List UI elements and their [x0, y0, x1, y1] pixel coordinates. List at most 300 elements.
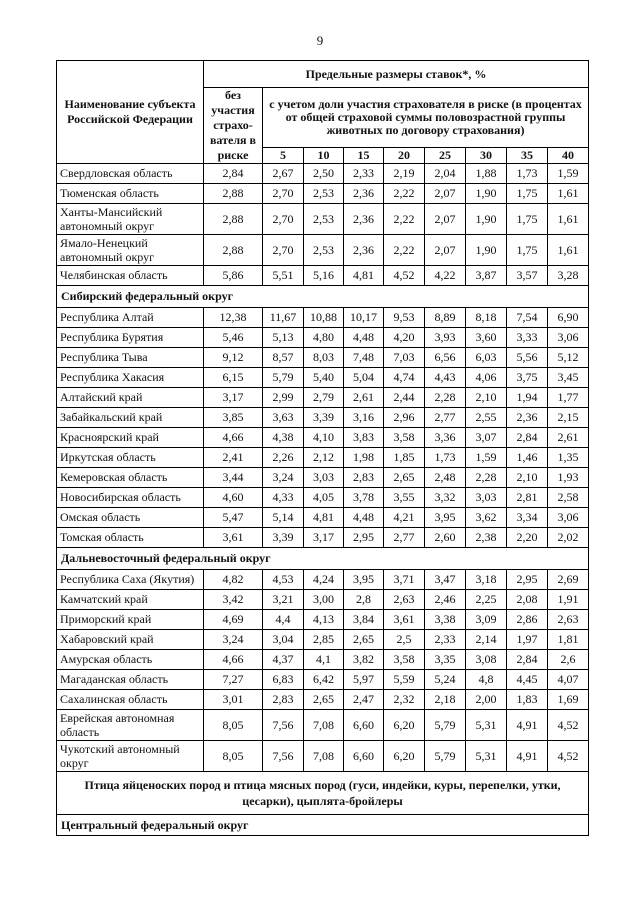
rate-with-share: 3,58 [384, 650, 425, 670]
rate-with-share: 6,20 [384, 741, 425, 772]
rate-with-share: 4,07 [548, 670, 589, 690]
rate-with-share: 3,58 [384, 428, 425, 448]
rate-with-share: 1,75 [507, 235, 548, 266]
rate-with-share: 3,71 [384, 570, 425, 590]
rate-with-share: 4,91 [507, 741, 548, 772]
rate-with-share: 3,38 [425, 610, 466, 630]
rate-with-share: 2,79 [304, 388, 344, 408]
rate-with-share: 3,82 [344, 650, 384, 670]
rate-with-share: 2,70 [263, 204, 304, 235]
rate-with-share: 2,77 [384, 528, 425, 548]
rate-no-share: 2,88 [204, 184, 263, 204]
rate-with-share: 4,53 [263, 570, 304, 590]
federal-district-row [57, 548, 589, 570]
share-level-header: 5 [263, 148, 304, 164]
rate-with-share: 2,83 [344, 468, 384, 488]
rate-with-share: 2,07 [425, 184, 466, 204]
rate-with-share: 4,4 [263, 610, 304, 630]
region-name: Ямало-Ненецкий автономный округ [57, 235, 204, 266]
rate-with-share: 1,85 [384, 448, 425, 468]
rate-with-share: 1,69 [548, 690, 589, 710]
table-row [57, 164, 589, 184]
rate-with-share: 10,88 [304, 308, 344, 328]
rate-with-share: 5,40 [304, 368, 344, 388]
rate-with-share: 3,16 [344, 408, 384, 428]
rate-with-share: 2,67 [263, 164, 304, 184]
rate-no-share: 4,82 [204, 570, 263, 590]
rate-with-share: 2,58 [548, 488, 589, 508]
rate-with-share: 3,95 [425, 508, 466, 528]
rate-with-share: 10,17 [344, 308, 384, 328]
rate-with-share: 3,63 [263, 408, 304, 428]
rate-with-share: 3,39 [304, 408, 344, 428]
table-row [57, 710, 589, 741]
rate-with-share: 1,61 [548, 235, 589, 266]
rate-with-share: 2,44 [384, 388, 425, 408]
rate-with-share: 2,77 [425, 408, 466, 428]
rate-with-share: 3,83 [344, 428, 384, 448]
region-name: Республика Алтай [57, 308, 204, 328]
table-row [57, 235, 589, 266]
rate-with-share: 4,81 [304, 508, 344, 528]
share-level-header: 15 [344, 148, 384, 164]
rate-with-share: 2,36 [344, 184, 384, 204]
rate-with-share: 3,60 [466, 328, 507, 348]
federal-district-row [57, 815, 589, 836]
rate-with-share: 2,33 [344, 164, 384, 184]
federal-district-title: Центральный федеральный округ [57, 815, 589, 836]
rate-no-share: 3,24 [204, 630, 263, 650]
rate-with-share: 2,95 [507, 570, 548, 590]
region-name: Республика Бурятия [57, 328, 204, 348]
rate-no-share: 5,86 [204, 266, 263, 286]
rate-no-share: 3,85 [204, 408, 263, 428]
rate-with-share: 2,53 [304, 184, 344, 204]
rate-no-share: 4,66 [204, 650, 263, 670]
rate-with-share: 1,35 [548, 448, 589, 468]
rate-with-share: 1,61 [548, 184, 589, 204]
rate-with-share: 1,90 [466, 184, 507, 204]
rate-with-share: 1,77 [548, 388, 589, 408]
table-row [57, 468, 589, 488]
rate-with-share: 3,24 [263, 468, 304, 488]
rate-with-share: 6,03 [466, 348, 507, 368]
rate-with-share: 1,75 [507, 184, 548, 204]
table-row [57, 610, 589, 630]
rate-with-share: 2,22 [384, 204, 425, 235]
rate-with-share: 4,52 [548, 741, 589, 772]
table-row [57, 650, 589, 670]
rate-with-share: 4,80 [304, 328, 344, 348]
rate-no-share: 12,38 [204, 308, 263, 328]
rate-with-share: 1,83 [507, 690, 548, 710]
rate-no-share: 3,44 [204, 468, 263, 488]
animal-category-title: Птица яйценоских пород и птица мясных пород (гуси, индейки, куры, перепелки, утки, цесарки), цыплята-бройлеры [57, 772, 589, 815]
rate-with-share: 4,38 [263, 428, 304, 448]
region-name: Амурская область [57, 650, 204, 670]
region-name: Новосибирская область [57, 488, 204, 508]
rate-with-share: 4,06 [466, 368, 507, 388]
rate-with-share: 4,24 [304, 570, 344, 590]
rate-with-share: 4,48 [344, 508, 384, 528]
rate-with-share: 3,08 [466, 650, 507, 670]
rate-with-share: 3,75 [507, 368, 548, 388]
rate-with-share: 8,89 [425, 308, 466, 328]
region-name: Кемеровская область [57, 468, 204, 488]
rate-with-share: 2,84 [507, 428, 548, 448]
rate-with-share: 2,10 [466, 388, 507, 408]
rate-with-share: 5,79 [425, 710, 466, 741]
rate-with-share: 6,42 [304, 670, 344, 690]
rate-with-share: 4,37 [263, 650, 304, 670]
no-share-header: без участия страхо-вателя в риске [204, 88, 263, 164]
rate-with-share: 5,97 [344, 670, 384, 690]
rate-with-share: 3,03 [304, 468, 344, 488]
rate-with-share: 3,87 [466, 266, 507, 286]
rate-with-share: 1,59 [466, 448, 507, 468]
rate-with-share: 3,06 [548, 328, 589, 348]
rate-with-share: 2,65 [344, 630, 384, 650]
rate-with-share: 6,60 [344, 741, 384, 772]
share-level-header: 30 [466, 148, 507, 164]
region-name: Красноярский край [57, 428, 204, 448]
rate-with-share: 3,95 [344, 570, 384, 590]
rate-with-share: 2,65 [384, 468, 425, 488]
rate-with-share: 7,08 [304, 710, 344, 741]
table-row [57, 670, 589, 690]
rate-no-share: 6,15 [204, 368, 263, 388]
rate-with-share: 4,05 [304, 488, 344, 508]
rate-with-share: 7,56 [263, 741, 304, 772]
rate-with-share: 3,33 [507, 328, 548, 348]
rate-with-share: 4,1 [304, 650, 344, 670]
rate-with-share: 3,00 [304, 590, 344, 610]
table-row [57, 690, 589, 710]
rate-no-share: 4,66 [204, 428, 263, 448]
federal-district-row [57, 286, 589, 308]
rate-with-share: 5,59 [384, 670, 425, 690]
rate-with-share: 5,31 [466, 741, 507, 772]
rate-with-share: 4,81 [344, 266, 384, 286]
rate-with-share: 2,86 [507, 610, 548, 630]
rate-with-share: 4,33 [263, 488, 304, 508]
rate-with-share: 4,20 [384, 328, 425, 348]
table-row [57, 428, 589, 448]
rate-with-share: 2,48 [425, 468, 466, 488]
rate-no-share: 2,88 [204, 235, 263, 266]
rate-with-share: 4,91 [507, 710, 548, 741]
region-name: Республика Саха (Якутия) [57, 570, 204, 590]
rate-with-share: 11,67 [263, 308, 304, 328]
rate-no-share: 5,46 [204, 328, 263, 348]
rate-no-share: 3,42 [204, 590, 263, 610]
rate-with-share: 3,32 [425, 488, 466, 508]
rate-with-share: 2,07 [425, 235, 466, 266]
rate-with-share: 1,97 [507, 630, 548, 650]
region-name: Магаданская область [57, 670, 204, 690]
rate-with-share: 2,36 [507, 408, 548, 428]
rate-with-share: 2,53 [304, 204, 344, 235]
region-name: Ханты-Мансийский автономный округ [57, 204, 204, 235]
table-row [57, 328, 589, 348]
table-row [57, 741, 589, 772]
rate-with-share: 5,79 [263, 368, 304, 388]
rate-with-share: 2,84 [507, 650, 548, 670]
table-row [57, 308, 589, 328]
rate-with-share: 1,73 [425, 448, 466, 468]
rate-with-share: 2,63 [384, 590, 425, 610]
rate-with-share: 2,15 [548, 408, 589, 428]
region-name: Томская область [57, 528, 204, 548]
rate-no-share: 5,47 [204, 508, 263, 528]
rate-with-share: 2,22 [384, 235, 425, 266]
rate-with-share: 2,83 [263, 690, 304, 710]
rate-with-share: 3,09 [466, 610, 507, 630]
rate-no-share: 3,01 [204, 690, 263, 710]
table-row [57, 630, 589, 650]
rate-with-share: 3,04 [263, 630, 304, 650]
region-name: Республика Хакасия [57, 368, 204, 388]
rate-with-share: 6,56 [425, 348, 466, 368]
rate-with-share: 3,03 [466, 488, 507, 508]
share-level-header: 40 [548, 148, 589, 164]
rate-with-share: 7,54 [507, 308, 548, 328]
rate-with-share: 2,8 [344, 590, 384, 610]
table-row [57, 448, 589, 468]
region-name: Алтайский край [57, 388, 204, 408]
rate-no-share: 8,05 [204, 710, 263, 741]
share-level-header: 10 [304, 148, 344, 164]
rate-with-share: 2,47 [344, 690, 384, 710]
rate-with-share: 1,93 [548, 468, 589, 488]
rate-with-share: 2,10 [507, 468, 548, 488]
rate-with-share: 1,91 [548, 590, 589, 610]
rate-with-share: 2,81 [507, 488, 548, 508]
rate-with-share: 5,79 [425, 741, 466, 772]
rate-no-share: 3,17 [204, 388, 263, 408]
rate-with-share: 2,25 [466, 590, 507, 610]
rate-with-share: 3,18 [466, 570, 507, 590]
rate-no-share: 2,84 [204, 164, 263, 184]
rate-with-share: 4,52 [548, 710, 589, 741]
region-name-header: Наименование субъекта Российской Федерации [57, 61, 204, 164]
rate-with-share: 3,55 [384, 488, 425, 508]
rate-with-share: 2,46 [425, 590, 466, 610]
rate-with-share: 3,35 [425, 650, 466, 670]
rate-with-share: 2,36 [344, 204, 384, 235]
rate-with-share: 4,45 [507, 670, 548, 690]
rate-with-share: 2,12 [304, 448, 344, 468]
rate-with-share: 4,74 [384, 368, 425, 388]
rate-with-share: 1,59 [548, 164, 589, 184]
rate-with-share: 3,39 [263, 528, 304, 548]
region-name: Хабаровский край [57, 630, 204, 650]
region-name: Сахалинская область [57, 690, 204, 710]
rate-with-share: 2,38 [466, 528, 507, 548]
rate-with-share: 3,61 [384, 610, 425, 630]
rate-with-share: 3,28 [548, 266, 589, 286]
share-level-header: 20 [384, 148, 425, 164]
table-row [57, 570, 589, 590]
region-name: Еврейская автономная область [57, 710, 204, 741]
rate-with-share: 5,31 [466, 710, 507, 741]
rate-with-share: 2,22 [384, 184, 425, 204]
rate-with-share: 2,36 [344, 235, 384, 266]
rate-limits-header: Предельные размеры ставок*, % [204, 61, 589, 88]
rate-with-share: 8,18 [466, 308, 507, 328]
rate-with-share: 1,88 [466, 164, 507, 184]
table-row [57, 488, 589, 508]
rate-with-share: 5,51 [263, 266, 304, 286]
rate-with-share: 2,60 [425, 528, 466, 548]
rate-with-share: 4,43 [425, 368, 466, 388]
region-name: Омская область [57, 508, 204, 528]
rate-with-share: 3,57 [507, 266, 548, 286]
rate-with-share: 2,50 [304, 164, 344, 184]
rate-with-share: 2,08 [507, 590, 548, 610]
federal-district-title: Сибирский федеральный округ [57, 286, 589, 308]
rate-with-share: 5,12 [548, 348, 589, 368]
rate-with-share: 7,03 [384, 348, 425, 368]
rate-with-share: 7,56 [263, 710, 304, 741]
rate-with-share: 6,90 [548, 308, 589, 328]
rate-with-share: 3,62 [466, 508, 507, 528]
region-name: Приморский край [57, 610, 204, 630]
table-row [57, 408, 589, 428]
rate-with-share: 1,46 [507, 448, 548, 468]
rate-no-share: 8,05 [204, 741, 263, 772]
rate-with-share: 2,53 [304, 235, 344, 266]
rate-with-share: 2,00 [466, 690, 507, 710]
animal-category-row [57, 772, 589, 815]
rate-with-share: 2,95 [344, 528, 384, 548]
rate-with-share: 4,8 [466, 670, 507, 690]
rate-with-share: 8,03 [304, 348, 344, 368]
table-row [57, 388, 589, 408]
rate-with-share: 6,83 [263, 670, 304, 690]
rate-no-share: 2,41 [204, 448, 263, 468]
rate-with-share: 8,57 [263, 348, 304, 368]
table-row [57, 590, 589, 610]
region-name: Чукотский автономный округ [57, 741, 204, 772]
rate-with-share: 3,17 [304, 528, 344, 548]
rate-with-share: 4,21 [384, 508, 425, 528]
rate-with-share: 3,21 [263, 590, 304, 610]
rate-with-share: 5,24 [425, 670, 466, 690]
rate-with-share: 1,90 [466, 235, 507, 266]
table-row [57, 204, 589, 235]
rate-with-share: 2,28 [425, 388, 466, 408]
rate-with-share: 3,07 [466, 428, 507, 448]
rate-with-share: 5,16 [304, 266, 344, 286]
table-row [57, 184, 589, 204]
rate-with-share: 3,78 [344, 488, 384, 508]
rate-with-share: 2,14 [466, 630, 507, 650]
rate-no-share: 2,88 [204, 204, 263, 235]
rate-with-share: 3,45 [548, 368, 589, 388]
rate-with-share: 7,08 [304, 741, 344, 772]
rate-with-share: 2,70 [263, 235, 304, 266]
rate-with-share: 5,14 [263, 508, 304, 528]
rate-with-share: 2,70 [263, 184, 304, 204]
rate-with-share: 4,48 [344, 328, 384, 348]
rate-with-share: 4,52 [384, 266, 425, 286]
rate-with-share: 1,90 [466, 204, 507, 235]
rate-with-share: 1,75 [507, 204, 548, 235]
rate-with-share: 1,73 [507, 164, 548, 184]
rate-with-share: 6,20 [384, 710, 425, 741]
rate-with-share: 3,47 [425, 570, 466, 590]
rate-with-share: 2,63 [548, 610, 589, 630]
rate-no-share: 4,60 [204, 488, 263, 508]
rate-with-share: 2,18 [425, 690, 466, 710]
page-number: 9 [316, 33, 324, 48]
table-row [57, 266, 589, 286]
rate-with-share: 2,99 [263, 388, 304, 408]
rate-with-share: 2,5 [384, 630, 425, 650]
table-row [57, 348, 589, 368]
table-row [57, 528, 589, 548]
rate-with-share: 5,56 [507, 348, 548, 368]
rate-with-share: 1,81 [548, 630, 589, 650]
rate-with-share: 3,06 [548, 508, 589, 528]
rate-with-share: 2,6 [548, 650, 589, 670]
rate-with-share: 4,22 [425, 266, 466, 286]
rate-no-share: 3,61 [204, 528, 263, 548]
rate-with-share: 2,04 [425, 164, 466, 184]
rate-with-share: 1,94 [507, 388, 548, 408]
rate-with-share: 5,04 [344, 368, 384, 388]
region-name: Камчатский край [57, 590, 204, 610]
rate-with-share: 2,26 [263, 448, 304, 468]
rate-with-share: 2,28 [466, 468, 507, 488]
federal-district-title: Дальневосточный федеральный округ [57, 548, 589, 570]
share-level-header: 25 [425, 148, 466, 164]
rate-with-share: 5,13 [263, 328, 304, 348]
rate-with-share: 6,60 [344, 710, 384, 741]
rate-with-share: 7,48 [344, 348, 384, 368]
share-level-header: 35 [507, 148, 548, 164]
region-name: Республика Тыва [57, 348, 204, 368]
rate-with-share: 2,33 [425, 630, 466, 650]
rate-no-share: 9,12 [204, 348, 263, 368]
rate-with-share: 9,53 [384, 308, 425, 328]
region-name: Иркутская область [57, 448, 204, 468]
rate-with-share: 4,13 [304, 610, 344, 630]
rate-with-share: 2,55 [466, 408, 507, 428]
rate-no-share: 4,69 [204, 610, 263, 630]
rate-with-share: 4,10 [304, 428, 344, 448]
rate-with-share: 1,61 [548, 204, 589, 235]
rate-with-share: 2,61 [548, 428, 589, 448]
rate-with-share: 2,96 [384, 408, 425, 428]
rate-with-share: 3,34 [507, 508, 548, 528]
rate-with-share: 2,32 [384, 690, 425, 710]
rate-no-share: 7,27 [204, 670, 263, 690]
rate-with-share: 2,20 [507, 528, 548, 548]
rate-with-share: 2,02 [548, 528, 589, 548]
rate-with-share: 2,19 [384, 164, 425, 184]
rate-with-share: 3,84 [344, 610, 384, 630]
rate-with-share: 2,65 [304, 690, 344, 710]
rate-with-share: 3,93 [425, 328, 466, 348]
rate-with-share: 2,69 [548, 570, 589, 590]
rate-with-share: 1,98 [344, 448, 384, 468]
region-name: Тюменская область [57, 184, 204, 204]
insurance-rates-table [56, 60, 589, 836]
table-row [57, 508, 589, 528]
with-share-header: с учетом доли участия страхователя в риске (в процентах от общей страховой суммы половозрастной группы животных по договору страхования) [263, 88, 589, 148]
